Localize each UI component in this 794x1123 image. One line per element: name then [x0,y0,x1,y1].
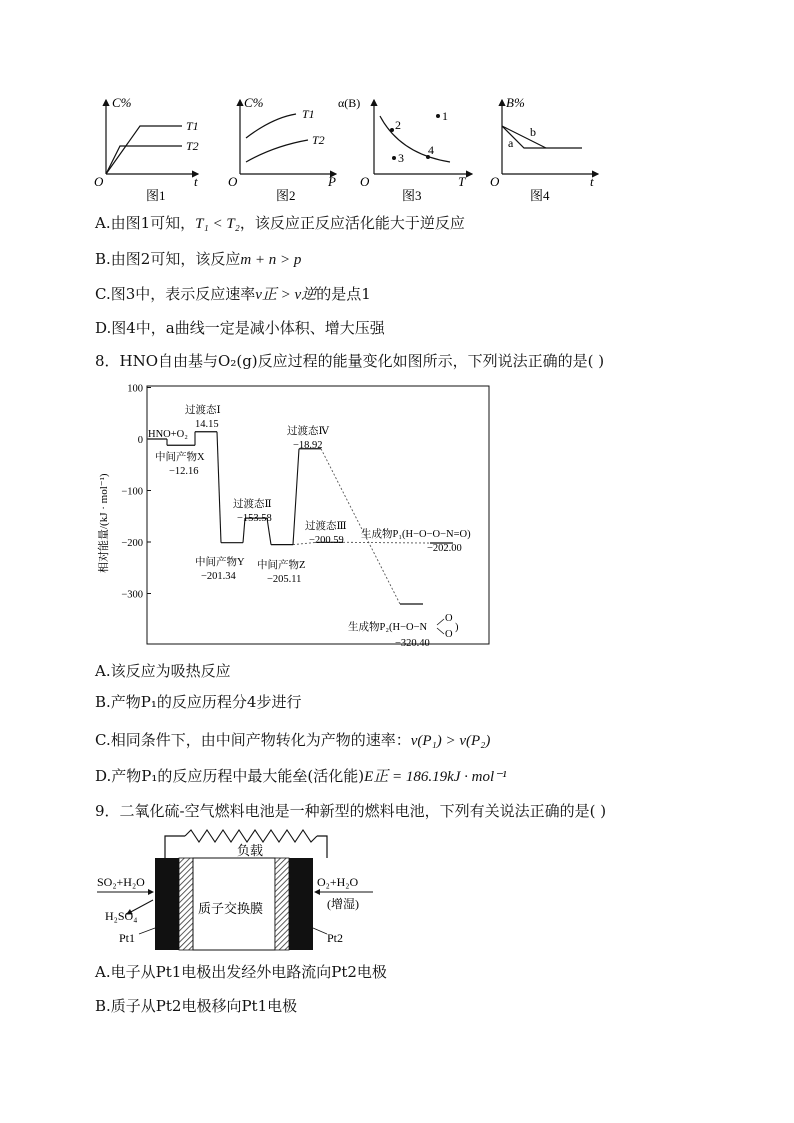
pt2-label: Pt2 [327,931,344,945]
label-ts4-val: −18.92 [293,440,323,451]
q7-option-a: A.由图1可知，T₁ < T₂，该反应正反应活化能大于逆反应 [95,214,465,232]
energy-dashed-connector [343,542,430,543]
graph-3-point-1: 1 [442,109,448,123]
label-p1-val: −202.00 [427,543,462,554]
graph-1-curve-b: T2 [186,139,199,153]
label-ts2-val: −153.58 [237,513,272,524]
load-wire [165,836,185,858]
graph-1 [94,95,199,203]
label-p2-o-bot: O [445,629,453,640]
y-tick-label: −200 [121,538,143,549]
graph-2 [228,95,336,203]
graph-2-curve-a: T1 [302,107,315,121]
fuel-cell-diagram [95,828,385,953]
q7-option-c: C.图3中，表示反应速率v正 > v逆的是点1 [95,285,371,303]
label-p1-name: 生成物P₁(H−O−O−N=O) [361,529,471,540]
graph-3-ylabel: α(B) [338,96,361,110]
right-note: (增湿) [327,897,359,911]
q9-option-a: A.电子从Pt1电极出发经外电路流向Pt2电极 [95,963,387,981]
label-y-name: 中间产物Y [195,557,245,568]
graph-2-curve-b: T2 [312,133,325,147]
graph-4 [490,95,598,203]
graph-1-xlabel: t [194,174,198,189]
energy-chart [95,378,495,650]
y-tick-label: −100 [121,486,143,498]
left-input-label: SO₂+H₂O [97,875,145,889]
label-p2-paren: ) [455,622,459,633]
energy-connector [217,432,221,543]
label-p2-val: −320.40 [395,638,430,649]
q7-option-d: D.图4中，a曲线一定是减小体积、增大压强 [95,319,385,337]
pt1-electrode [155,858,179,950]
energy-connector [293,449,299,545]
graph-1-origin: O [94,174,104,189]
graph-3 [338,96,472,203]
graph-4-curve-b: b [530,125,536,139]
pt1-catalyst [179,858,193,950]
label-z-name: 中间产物Z [257,560,306,571]
graph-4-caption: 图4 [530,188,550,203]
graph-3-point-4: 4 [428,143,434,157]
graph-3-xlabel: T [458,174,466,189]
q8-stem: 8．HNO自由基与O₂(g)反应过程的能量变化如图所示，下列说法正确的是( ) [95,352,605,370]
q8-option-b: B.产物P₁的反应历程分4步进行 [95,693,302,711]
left-output-label: H₂SO₄ [105,909,138,923]
q8-option-d: D.产物P₁的反应历程中最大能垒(活化能)E正 = 186.19kJ · mol⁻¹ [95,767,507,785]
graph-1-caption: 图1 [146,188,166,203]
label-z-val: −205.11 [267,574,302,585]
load-label: 负载 [237,843,264,858]
load-resistor [185,830,317,842]
pt1-label: Pt1 [119,931,136,945]
graph-1-curve-a: T1 [186,119,199,133]
q7-option-b: B.由图2可知，该反应m + n > p [95,250,302,268]
graph-1-ylabel: C% [112,95,132,110]
y-tick-label: 0 [137,435,143,446]
energy-chart-ylabel: 相对能量/(kJ · mol⁻¹) [98,473,110,573]
q8-option-a: A.该反应为吸热反应 [95,662,231,680]
graph-4-ylabel: B% [506,95,525,110]
q9-stem: 9．二氧化硫-空气燃料电池是一种新型的燃料电池，下列有关说法正确的是( ) [95,802,607,820]
label-p2-name: 生成物P₂(H−O−N [348,622,428,633]
label-p2-o-top: O [445,613,453,624]
pt2-catalyst [275,858,289,950]
label-ts2-name: 过渡态Ⅱ [233,499,272,510]
right-input-label: O₂+H₂O [317,875,359,889]
graph-2-ylabel: C% [244,95,264,110]
graph-2-caption: 图2 [276,188,296,203]
membrane-label: 质子交换膜 [198,901,264,916]
label-ts1-val: 14.15 [195,419,219,430]
q9-option-b: B.质子从Pt2电极移向Pt1电极 [95,997,298,1015]
graph-2-origin: O [228,174,238,189]
label-ts3-name: 过渡态Ⅲ [305,521,347,532]
graph-4-xlabel: t [590,174,594,189]
graph-3-caption: 图3 [402,188,422,203]
label-reactant: HNO+O₂ [148,429,188,440]
label-x-name: 中间产物X [155,452,205,463]
graph-2-xlabel: P [328,174,336,189]
pt2-electrode [289,858,313,950]
label-ts3-val: −200.59 [309,535,344,546]
q8-option-c: C.相同条件下，由中间产物转化为产物的速率：v(P₁) > v(P₂) [95,731,491,749]
label-ts1-name: 过渡态Ⅰ [185,405,221,416]
top-graphs [90,92,610,204]
label-ts4-name: 过渡态Ⅳ [287,426,329,437]
graph-3-origin: O [360,174,370,189]
graph-4-curve-a: a [508,136,514,150]
graph-3-point-3: 3 [398,151,404,165]
label-x-val: −12.16 [169,466,199,477]
label-y-val: −201.34 [201,571,236,582]
y-tick-label: −300 [121,589,143,601]
graph-3-point-2: 2 [395,118,401,132]
y-tick-label: 100 [127,383,143,395]
graph-4-origin: O [490,174,500,189]
